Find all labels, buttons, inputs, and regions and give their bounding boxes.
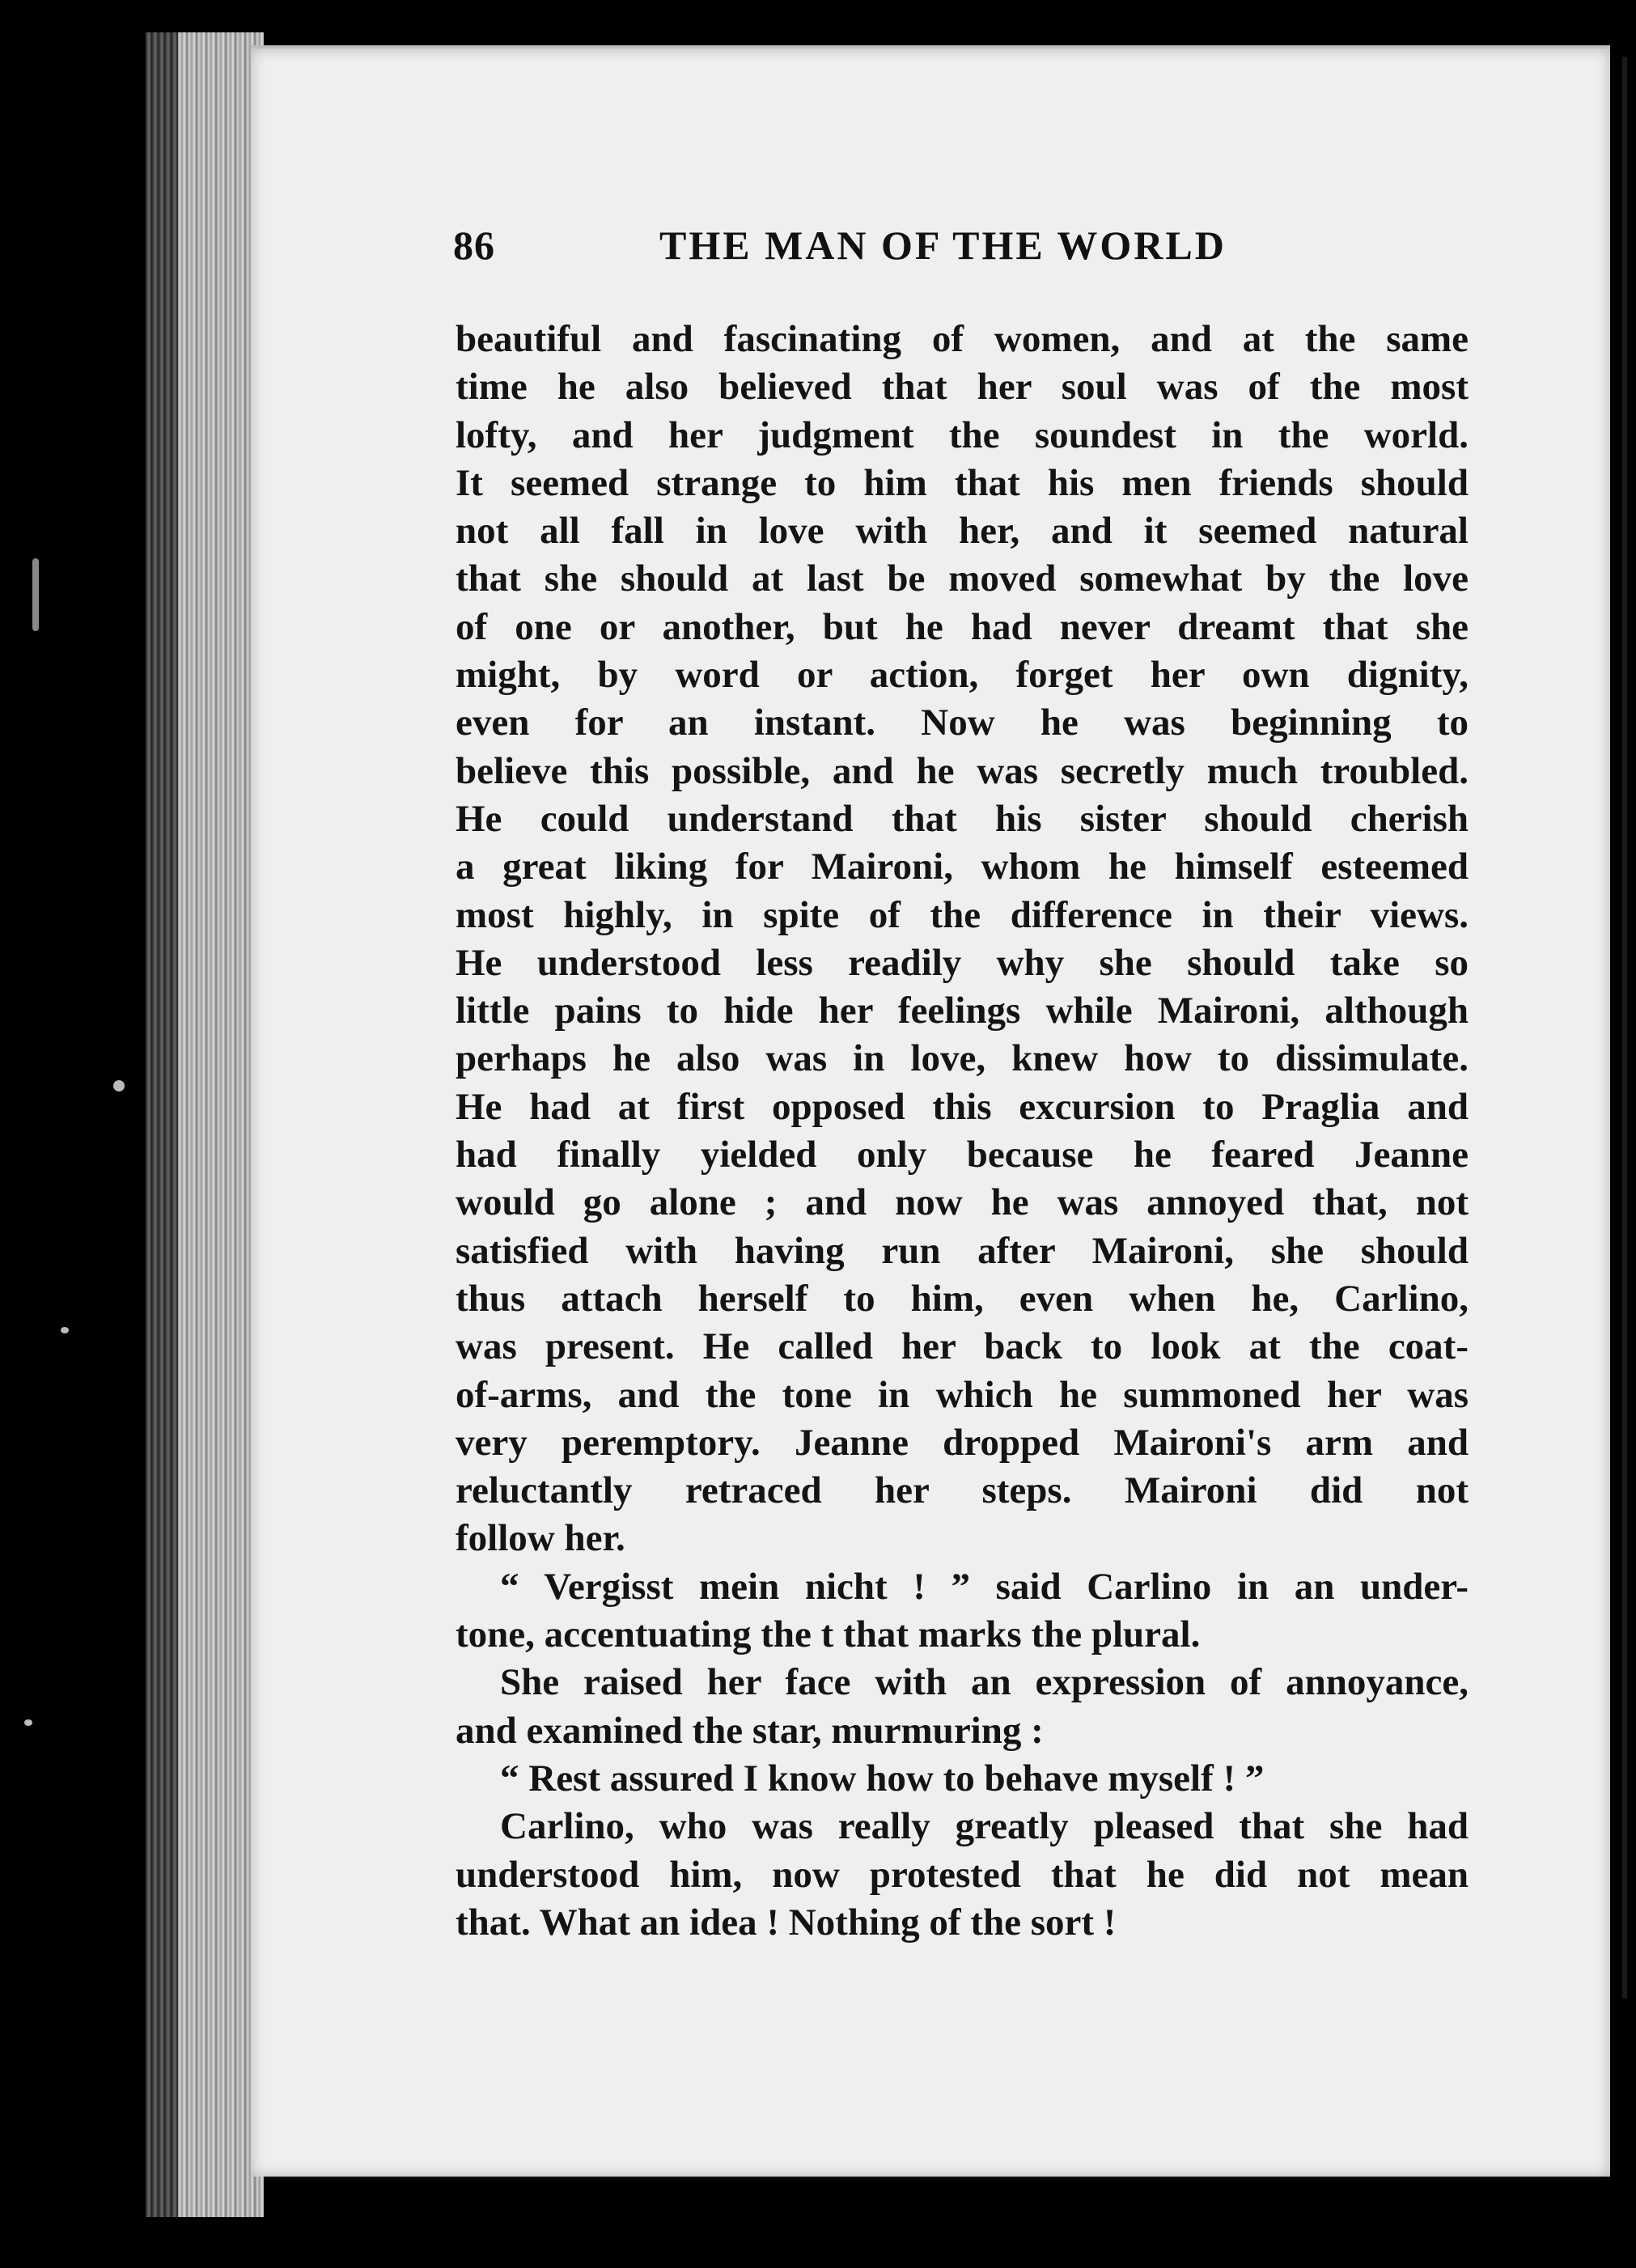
text-line: was present. He called her back to look at the coat- [456,1325,1469,1368]
text-line: and examined the star, murmuring : [456,1709,1044,1752]
text-line: not all fall in love with her, and it seemed natural [456,510,1469,553]
text-line: of-arms, and the tone in which he summoned her was [456,1373,1469,1416]
text-line: She raised her face with an expression of annoyance, [500,1661,1469,1704]
text-line: He understood less readily why she should take so [456,941,1469,984]
page-number: 86 [453,223,495,268]
text-line: perhaps he also was in love, knew how to dissimulate. [456,1037,1469,1080]
scan-artifact [32,558,39,631]
text-line: follow her. [456,1517,625,1560]
text-line: believe this possible, and he was secretly much troubled. [456,749,1469,792]
text-line: of one or another, but he had never dreamt that she [456,605,1469,648]
text-line: tone, accentuating the t that marks the plural. [456,1613,1201,1656]
text-line: a great liking for Maironi, whom he himself esteemed [456,846,1469,888]
text-line: “ Vergisst mein nicht ! ” said Carlino in an under- [500,1565,1469,1608]
text-line: reluctantly retraced her steps. Maironi did not [456,1469,1469,1512]
scan-artifact [24,1719,32,1726]
book-spine-shadow [146,32,178,2217]
scan-artifact [61,1327,69,1333]
text-line: understood him, now protested that he did not mean [456,1853,1469,1896]
text-line: satisfied with having run after Maironi, she should [456,1229,1469,1272]
body-text [456,316,1469,1947]
text-line: beautiful and fascinating of women, and at the same [456,318,1469,360]
scan-artifact [113,1080,125,1092]
text-line: little pains to hide her feelings while Maironi, although [456,990,1469,1032]
text-line: most highly, in spite of the difference in their views. [456,893,1469,936]
text-line: even for an instant. Now he was beginning to [456,702,1469,744]
text-line: lofty, and her judgment the soundest in the world. [456,413,1469,456]
text-line: would go alone ; and now he was annoyed that, not [456,1181,1469,1224]
text-line: had finally yielded only because he feared Jeanne [456,1134,1469,1176]
text-line: “ Rest assured I know how to behave myself ! ” [500,1757,1265,1800]
page-right-edge [1622,57,1627,1999]
text-line: He had at first opposed this excursion to Praglia and [456,1085,1469,1128]
text-line: that she should at last be moved somewhat by the love [456,557,1469,600]
text-line: very peremptory. Jeanne dropped Maironi's arm and [456,1421,1469,1464]
text-line: time he also believed that her soul was of the most [456,366,1469,409]
text-line: It seemed strange to him that his men friends should [456,461,1469,504]
text-line: Carlino, who was really greatly pleased that she had [500,1805,1469,1848]
page-header [453,222,1262,278]
running-title: THE MAN OF THE WORLD [659,223,1227,268]
text-line: that. What an idea ! Nothing of the sort ! [456,1901,1117,1944]
text-line: thus attach herself to him, even when he, Carlino, [456,1277,1469,1320]
text-line: He could understand that his sister should cherish [456,797,1469,840]
text-line: might, by word or action, forget her own dignity, [456,654,1469,697]
